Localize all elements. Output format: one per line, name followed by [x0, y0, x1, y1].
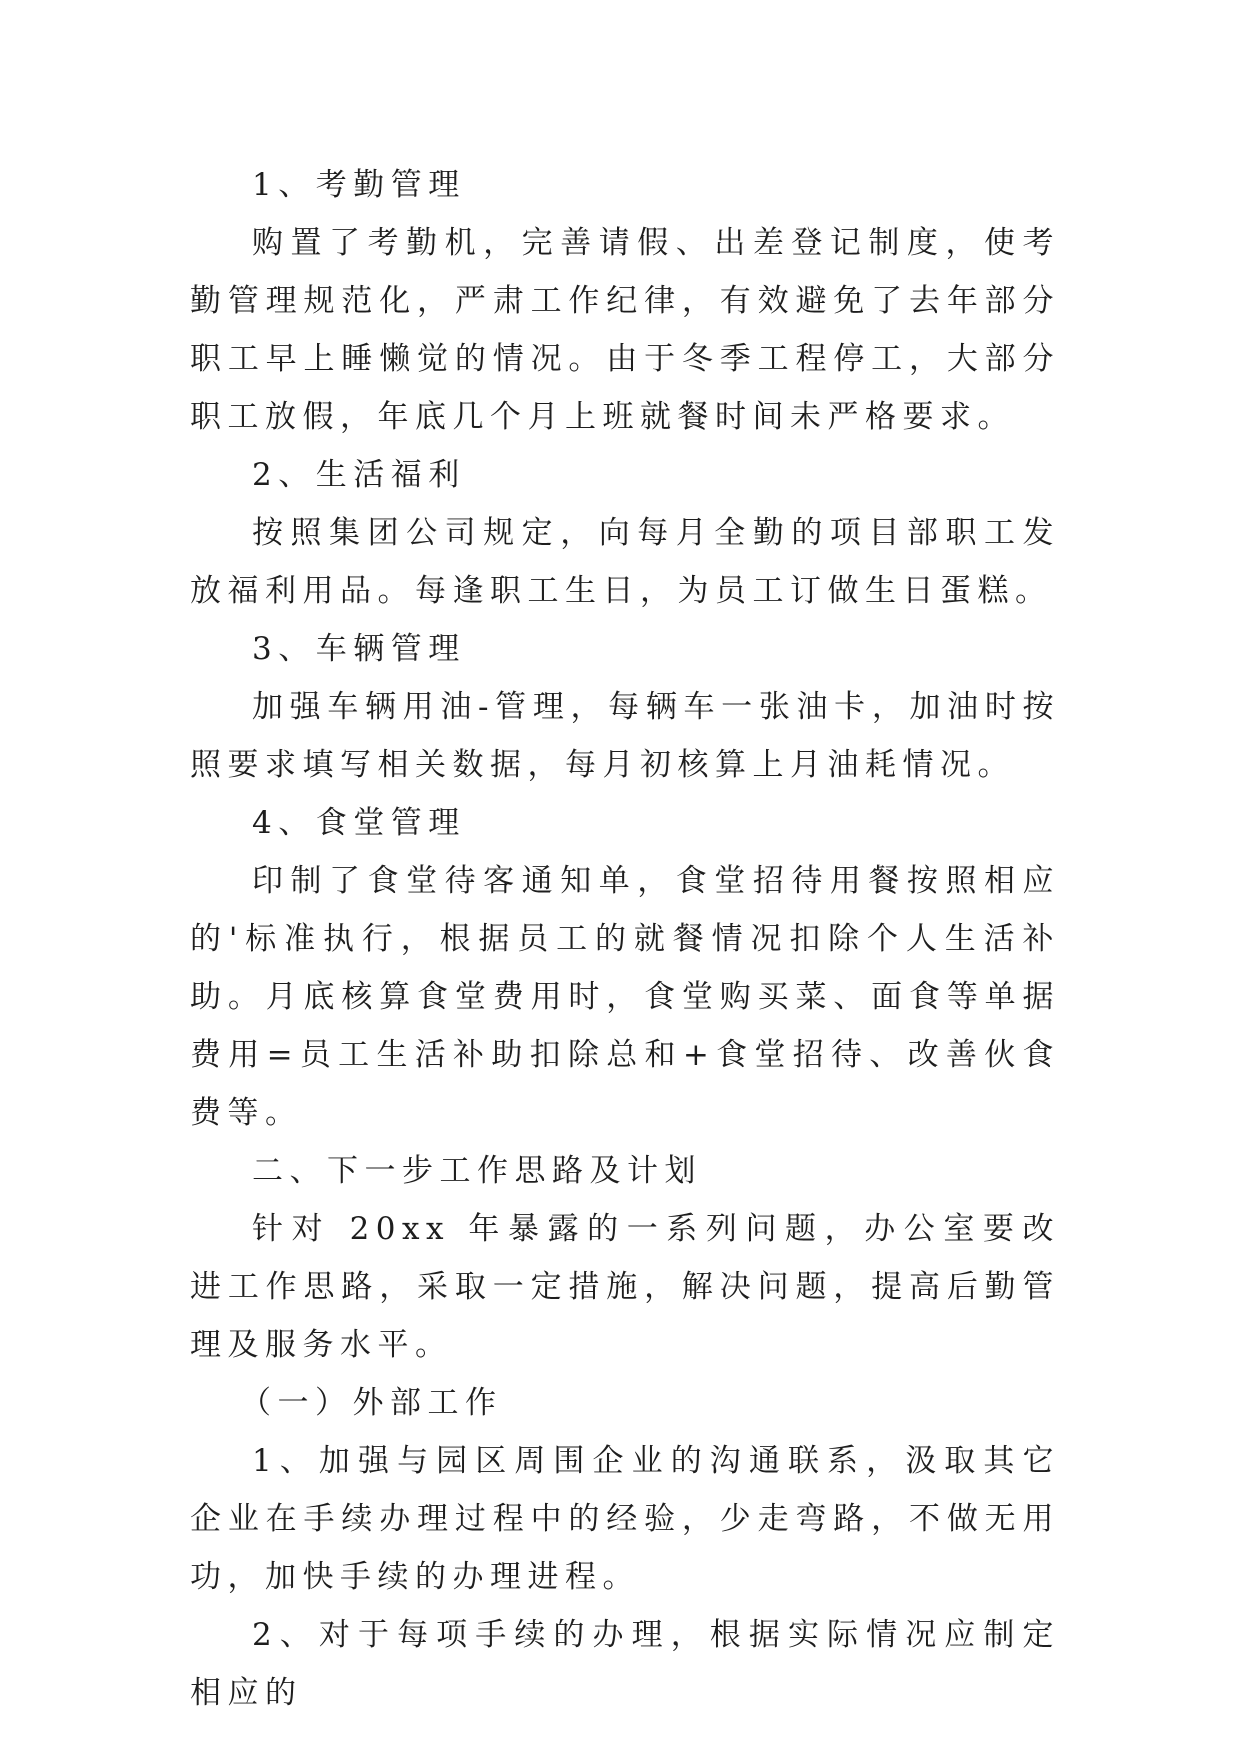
paragraph-next-steps: 针对 20xx 年暴露的一系列问题，办公室要改进工作思路，采取一定措施，解决问题，提高后勤管理及服务水平。: [190, 1211, 1060, 1363]
paragraph-external-1: 1、加强与园区周围企业的沟通联系，汲取其它企业在手续办理过程中的经验，少走弯路，不做无用功，加快手续的办理进程。: [190, 1443, 1060, 1595]
paragraph-external-2: 2、对于每项手续的办理，根据实际情况应制定相应的: [190, 1617, 1060, 1711]
heading-attendance: 1、考勤管理: [252, 167, 466, 203]
heading-canteen: 4、食堂管理: [252, 805, 466, 841]
heading-external-work: （一）外部工作: [240, 1385, 503, 1421]
paragraph-attendance: 购置了考勤机，完善请假、出差登记制度，使考勤管理规范化，严肃工作纪律，有效避免了去年部分职工早上睡懒觉的情况。由于冬季工程停工，大部分职工放假，年底几个月上班就餐时间未严格要求。: [190, 225, 1060, 435]
heading-welfare: 2、生活福利: [252, 457, 466, 493]
paragraph-welfare: 按照集团公司规定，向每月全勤的项目部职工发放福利用品。每逢职工生日，为员工订做生日蛋糕。: [190, 515, 1060, 609]
heading-vehicles: 3、车辆管理: [252, 631, 466, 667]
paragraph-vehicles: 加强车辆用油-管理，每辆车一张油卡，加油时按照要求填写相关数据，每月初核算上月油耗情况。: [190, 689, 1060, 783]
paragraph-canteen: 印制了食堂待客通知单，食堂招待用餐按照相应的'标准执行，根据员工的就餐情况扣除个人生活补助。月底核算食堂费用时，食堂购买菜、面食等单据费用=员工生活补助扣除总和+食堂招待、改善伙食费等。: [190, 863, 1060, 1131]
document-body: [190, 156, 1060, 1722]
heading-next-steps: 二、下一步工作思路及计划: [252, 1153, 702, 1189]
